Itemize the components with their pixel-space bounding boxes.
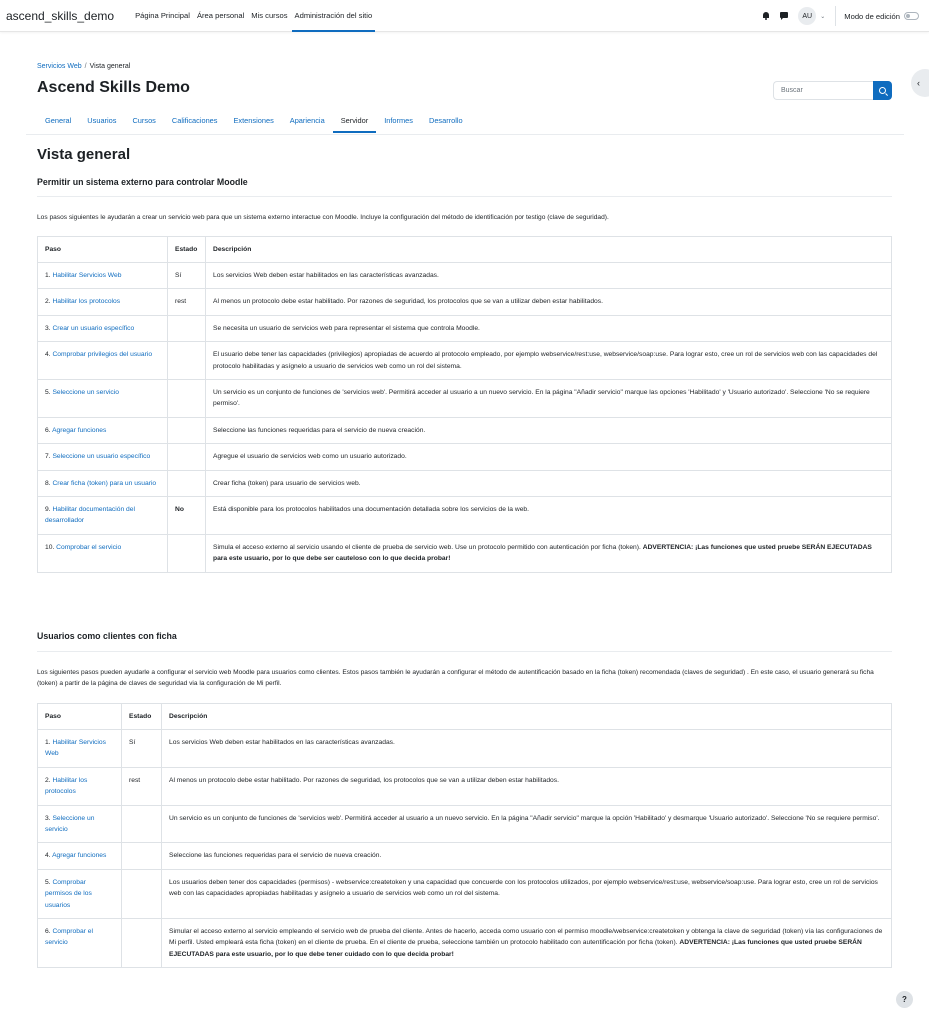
table-row [38, 263, 892, 289]
tab-plugins[interactable]: Extensiones [233, 115, 274, 125]
tab-reports[interactable]: Informes [384, 115, 413, 125]
step-link-enable-protocols[interactable]: Habilitar los protocolos [52, 298, 121, 306]
step-status: rest [122, 767, 162, 805]
bell-icon[interactable] [762, 12, 770, 20]
table-row [38, 380, 892, 418]
primary-nav [132, 0, 376, 32]
table-header-row [38, 704, 892, 730]
step-description: Un servicio es un conjunto de funciones de 'servicios web'. Permitirá acceder al usuario a un nuevo servicio. En la página "Añadir servicio" marque la opción 'Habilitado' y desmarque 'Usuario autorizado'. Seleccione 'No se requiere permiso'. [162, 805, 892, 843]
step-description: Seleccione las funciones requeridas para el servicio de nueva creación. [162, 843, 892, 869]
table-row [38, 869, 892, 918]
step-description: Un servicio es un conjunto de funciones de 'servicios web'. Permitirá acceder al usuario a un nuevo servicio. En la página "Añadir servicio" marque las opciones 'Habilitado' y 'Usuario autorizado'. Seleccione 'No se requiere permiso'. [206, 380, 892, 418]
column-header-description: Descripción [206, 237, 892, 263]
step-status [122, 919, 162, 968]
step-number: 1. [45, 739, 51, 746]
description-text: Simular el acceso externo al servicio empleando el servicio web de prueba del cliente. Antes de hacerlo, acceda como usuario con el permiso moodle/webservice:createtoken y obtenga la clave de seguridad (token) vía las configuraciones de Mi perfil. Usted empleará esta ficha (token) en el cliente de prueba. En el cliente de prueba, seleccione también un protocolo habilitado con autentificación por ficha (token). [169, 928, 883, 947]
table-row [38, 289, 892, 315]
table-row [38, 342, 892, 380]
main-heading: Vista general [37, 146, 131, 163]
step-link-select-service[interactable]: Seleccione un servicio [52, 389, 119, 397]
step-number: 9. [45, 506, 51, 514]
page-title: Ascend Skills Demo [37, 79, 190, 96]
step-description [162, 919, 892, 968]
edit-mode-toggle[interactable] [904, 12, 919, 20]
column-header-status: Estado [168, 237, 206, 263]
step-number: 6. [45, 426, 51, 434]
step-number: 1. [45, 272, 51, 279]
step-number: 6. [45, 928, 51, 936]
step-status [122, 843, 162, 869]
step-description: Los servicios Web deben estar habilitados en las características avanzadas. [162, 730, 892, 768]
breadcrumb [37, 63, 130, 70]
table-row [38, 444, 892, 470]
step-number: 3. [45, 814, 51, 822]
section-title-external-system: Permitir un sistema externo para controlar Moodle [37, 177, 248, 187]
step-number: 8. [45, 479, 51, 487]
edit-mode-label: Modo de edición [844, 11, 900, 21]
help-button[interactable] [896, 991, 913, 1008]
drawer-toggle-button[interactable] [911, 69, 929, 97]
step-number: 5. [45, 389, 51, 397]
nav-item-home[interactable]: Página Principal [135, 11, 190, 20]
step-status [168, 342, 206, 380]
table-row [38, 843, 892, 869]
divider [26, 134, 904, 135]
step-status [168, 470, 206, 496]
step-description [206, 534, 892, 572]
table-row [38, 497, 892, 535]
column-header-description: Descripción [162, 704, 892, 730]
tab-appearance[interactable]: Apariencia [289, 115, 325, 125]
top-navbar [0, 0, 929, 32]
breadcrumb-link-web-services[interactable]: Servicios Web [37, 63, 82, 70]
step-description: Agregue el usuario de servicios web como un usuario autorizado. [206, 444, 892, 470]
step-description: Los usuarios deben tener dos capacidades (permisos) - webservice:createtoken y una capacidad que concuerde con los protocolos utilizados, por ejemplo webservice/rest:use, webservice/soap:use. Para lograr esto, cree un rol de servicios web con las capacidades apropiadas habilitadas y asígnelo a usuario de servicios web como un rol del sistema. [162, 869, 892, 918]
table-header-row [38, 237, 892, 263]
tab-server[interactable]: Servidor [333, 108, 377, 132]
step-description: Está disponible para los protocolos habilitados una documentación detallada sobre los servicios de la web. [206, 497, 892, 535]
nav-item-site-admin[interactable]: Administración del sitio [292, 0, 376, 32]
step-status [168, 534, 206, 572]
admin-tabs [37, 108, 471, 135]
step-status: Sí [168, 263, 206, 289]
warning-text: ADVERTENCIA: ¡Las funciones que usted pruebe SERÁN EJECUTADAS para este usuario, por lo que debe ser cauteloso con lo que decida probar! [213, 543, 872, 563]
table-row [38, 730, 892, 768]
step-link-enable-protocols[interactable]: Habilitar los protocolos [45, 776, 88, 796]
step-link-add-functions[interactable]: Agregar funciones [52, 426, 107, 434]
tab-general[interactable]: General [45, 115, 72, 125]
search-form [773, 81, 892, 100]
step-link-create-token[interactable]: Crear ficha (token) para un usuario [52, 479, 157, 487]
step-status [168, 444, 206, 470]
section-intro: Los pasos siguientes le ayudarán a crear un servicio web para que un sistema externo interactue con Moodle. Incluye la configuración del método de identificación por testigo (clave de seguridad). [37, 214, 609, 221]
step-status [168, 380, 206, 418]
tab-grades[interactable]: Calificaciones [171, 115, 218, 125]
search-button[interactable] [873, 81, 892, 100]
table-row [38, 417, 892, 443]
step-status [168, 417, 206, 443]
step-status [168, 315, 206, 341]
search-icon [879, 87, 886, 94]
section-title-users-as-clients: Usuarios como clientes con ficha [37, 631, 177, 641]
step-number: 4. [45, 852, 51, 860]
step-link-enable-web-services[interactable]: Habilitar Servicios Web [45, 739, 106, 758]
tab-development[interactable]: Desarrollo [428, 115, 463, 125]
step-status: rest [168, 289, 206, 315]
step-number: 7. [45, 453, 51, 461]
step-status: Sí [122, 730, 162, 768]
step-status: No [168, 497, 206, 535]
breadcrumb-current: Vista general [89, 63, 131, 70]
tab-users[interactable]: Usuarios [87, 115, 117, 125]
step-description: Los servicios Web deben estar habilitados en las características avanzadas. [206, 263, 892, 289]
search-placeholder: Buscar [781, 87, 803, 94]
step-link-enable-web-services[interactable]: Habilitar Servicios Web [52, 272, 122, 279]
step-number: 10. [45, 543, 55, 551]
step-description: Al menos un protocolo debe estar habilitado. Por razones de seguridad, los protocolos que se van a utilizar deben estar habilitados. [162, 767, 892, 805]
tab-courses[interactable]: Cursos [132, 115, 156, 125]
column-header-step: Paso [38, 237, 168, 263]
table-row [38, 767, 892, 805]
step-description: El usuario debe tener las capacidades (privilegios) apropiadas de acuerdo al protocolo empleado, por ejemplo webservice/rest:use, webservice/soap:use. Para lograr esto, cree un rol de servicios web con las capacidades del protocolo habilitadas y asígnelo a usuario de servicios web como un rol del sistema. [206, 342, 892, 380]
divider [37, 651, 892, 652]
message-icon[interactable] [780, 12, 788, 20]
nav-item-dashboard[interactable]: Área personal [196, 11, 245, 20]
divider [835, 6, 836, 26]
table-row [38, 919, 892, 968]
chevron-down-icon[interactable]: ⌄ [820, 13, 826, 20]
table-row [38, 534, 892, 572]
step-link-test-service[interactable]: Comprobar el servicio [45, 928, 93, 947]
step-number: 3. [45, 324, 51, 332]
step-description: Seleccione las funciones requeridas para el servicio de nueva creación. [206, 417, 892, 443]
step-number: 4. [45, 351, 51, 359]
chevron-left-icon: ‹ [917, 78, 920, 88]
step-status [122, 805, 162, 843]
step-description: Al menos un protocolo debe estar habilitado. Por razones de seguridad, los protocolos que se van a utilizar deben estar habilitados. [206, 289, 892, 315]
step-link-test-service[interactable]: Comprobar el servicio [56, 543, 122, 551]
divider [37, 196, 892, 197]
step-description: Se necesita un usuario de servicios web para representar el sistema que controla Moodle. [206, 315, 892, 341]
step-status [122, 869, 162, 918]
steps-table-users-as-clients [37, 703, 892, 968]
step-link-select-user[interactable]: Seleccione un usuario específico [52, 453, 151, 461]
step-number: 2. [45, 298, 51, 306]
breadcrumb-separator: / [84, 63, 87, 70]
table-row [38, 315, 892, 341]
question-mark-icon: ? [902, 995, 907, 1004]
nav-item-my-courses[interactable]: Mis cursos [251, 11, 288, 20]
step-link-check-user-permissions[interactable]: Comprobar permisos de los usuarios [45, 878, 92, 909]
step-link-enable-docs[interactable]: Habilitar documentación del desarrollador [45, 506, 135, 525]
step-link-select-service[interactable]: Seleccione un servicio [45, 814, 95, 834]
table-row [38, 470, 892, 496]
steps-table-external-system [37, 236, 892, 573]
step-link-add-functions[interactable]: Agregar funciones [52, 852, 107, 860]
step-link-check-user-privileges[interactable]: Comprobar privilegios del usuario [52, 351, 153, 359]
column-header-status: Estado [122, 704, 162, 730]
step-number: 5. [45, 878, 51, 886]
step-number: 2. [45, 776, 51, 784]
site-brand[interactable]: ascend_skills_demo [6, 8, 115, 23]
step-link-create-user[interactable]: Crear un usuario específico [52, 324, 135, 332]
navbar-user-area [762, 0, 919, 32]
step-description: Crear ficha (token) para usuario de servicios web. [206, 470, 892, 496]
avatar[interactable]: AU [798, 7, 816, 25]
warning-text: ADVERTENCIA: ¡Las funciones que usted pruebe SERÁN EJECUTADAS para este usuario, por lo que debe tener cuidado con lo que decida probar! [169, 939, 862, 958]
section-intro: Los siguientes pasos pueden ayudarle a configurar el servicio web Moodle para usuarios como clientes. Estos pasos también le ayudarán a configurar el método de autentificación basado en la ficha (token) recomendada (claves de seguridad) . En este caso, el usuario generará su ficha (token) a partir de la página de claves de seguridad via la configuración de Mi perfil. [37, 669, 874, 687]
column-header-step: Paso [38, 704, 122, 730]
search-input[interactable] [773, 81, 873, 100]
table-row [38, 805, 892, 843]
description-text: Simula el acceso externo al servicio usando el cliente de prueba de servicio web. Use un protocolo permitido con autenticación por ficha (token). [213, 543, 643, 551]
